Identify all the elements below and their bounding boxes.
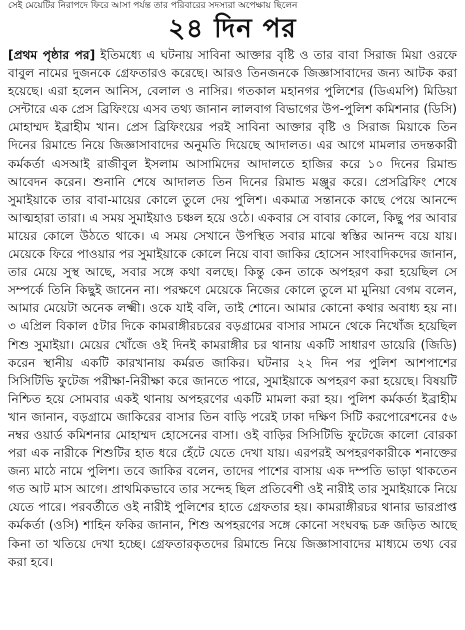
headline: ২৪ দিন পর: [168, 14, 297, 44]
article-body: [8, 46, 457, 571]
continuation-kicker: [প্রথম পৃষ্ঠার পর]: [8, 48, 96, 62]
article-body-text: ইতিমধ্যে এ ঘটনায় সাবিনা আক্তার বৃষ্টি ও তার বাবা সিরাজ মিয়া ওরফে বাবুল নামের দুজনকে গ্রেফতারও করেছে। আরও তিনজনকে জিজ্ঞাসাবাদের জন্য আটক করা হয়েছে। এরা হলেন আনিস, বেলাল ও নাসির। গতকাল মহানগর পুলিশের (ডিএমপি) মিডিয়া সেন্টারে এক প্রেস ব্রিফিংয়ে এসব তথ্য জানান লালবাগ বিভাগের উপ-পুলিশ কমিশনার (ডিসি) মোহাম্মদ ইব্রাহীম খান। প্রেস ব্রিফিংয়ের পরই সাবিনা আক্তার বৃষ্টি ও সিরাজ মিয়াকে তিন দিনের রিমান্ডে নিয়ে জিজ্ঞাসাবাদের অনুমতি দিয়েছে আদালত। এর আগে মামলার তদন্তকারী কর্মকর্তা এসআই রাজীবুল ইসলাম আসামিদের আদালতে হাজির করে ১০ দিনের রিমান্ড আবেদন করেন। শুনানি শেষে আদালত তিন দিনের রিমান্ড মঞ্জুর করে। প্রেসব্রিফিং শেষে সুমাইয়াকে তার বাবা-মায়ের কোলে তুলে দেয় পুলিশ। একমাত্র সন্তানকে কাছে পেয়ে আনন্দে আত্মহারা তারা। এ সময় সুমাইয়াও চঞ্চল হয়ে ওঠে। একবার সে বাবার কোলে, কিছু পর আবার মায়ের কোলে উঠতে থাকে। এ সময় সেখানে উপস্থিত সবার মাঝে স্বস্তির আনন্দ বয়ে যায়। মেয়েকে ফিরে পাওয়ার পর সুমাইয়াকে কোলে নিয়ে বাবা জাকির হোসেন সাংবাদিকদের জানান, তার মেয়ে সুস্থ আছে, সবার সঙ্গে কথা বলছে। কিন্তু কেন তাকে অপহরণ করা হয়েছিল সে সম্পর্কে তিনি কিছুই জানেন না। পরক্ষণে মেয়েকে নিজের কোলে তুলে মা মুনিয়া বেগম বলেন, আমার মেয়েটা অনেক লক্ষ্মী। ওকে যাই বলি, তাই শোনে। আমার কোনো কথার অবাধ্য হয় না। ৩ এপ্রিল বিকাল ৫টার দিকে কামরাঙ্গীরচরের বড়গ্রামের বাসার সামনে থেকে নিখোঁজ হয়েছিল শিশু সুমাইয়া। মেয়ের খোঁজে ওই দিনই কামরাঙ্গীর চর থানায় একটি সাধারণ ডায়েরি (জিডি) করেন স্থানীয় একটি কারখানায় কর্মরত জাকির। ঘটনার ২২ দিন পর পুলিশ আশপাশের সিসিটিভি ফুটেজ পরীক্ষা-নিরীক্ষা করে জানতে পারে, সুমাইয়াকে অপহরণ করা হয়েছে। বিষয়টি নিশ্চিত হয়ে সোমবার একই থানায় অপহরণের একটি মামলা করা হয়। পুলিশ কর্মকর্তা ইব্রাহীম খান জানান, বড়গ্রামে জাকিরের বাসার তিন বাড়ি পরেই ঢাকা দক্ষিণ সিটি করপোরেশনের ৫৬ নম্বর ওয়ার্ড কমিশনার মোহাম্মদ হোসেনের বাসা। ওই বাড়ির সিসিটিভি ফুটেজে কালো বোরকা পরা এক নারীকে শিশুটির হাত ধরে হেঁটে যেতে দেখা যায়। এরপরই অপহরণকারীকে শনাক্তের জন্য মাঠে নামে পুলিশ। তবে জাকির বলেন, তাদের পাশের বাসায় এক দম্পতি ভাড়া থাকতেন গত আট মাস আগে। প্রাথমিকভাবে তার সন্দেহ ছিল প্রতিবেশী ওই নারীই তার সুমাইয়াকে নিয়ে যেতে পারে। পরবর্তীতে ওই নারীই পুলিশের হাতে গ্রেফতার হয়। কামরাঙ্গীরচর থানার ভারপ্রাপ্ত কর্মকর্তা (ওসি) শাহিন ফকির জানান, শিশু অপহরণের সঙ্গে কোনো সংঘবদ্ধ চক্র জড়িত আছে কিনা তা খতিয়ে দেখা হচ্ছে। গ্রেফতারকৃতদের রিমান্ডে নিয়ে জিজ্ঞাসাবাদের মাধ্যমে তথ্য বের করা হবে।: [8, 48, 457, 569]
previous-column-fragment: সেই মেয়েটির নিরাপদে ফিরে আসা পর্যন্ত তার পরিবারের সদস্যরা অপেক্ষায় ছিলেন: [8, 1, 298, 11]
